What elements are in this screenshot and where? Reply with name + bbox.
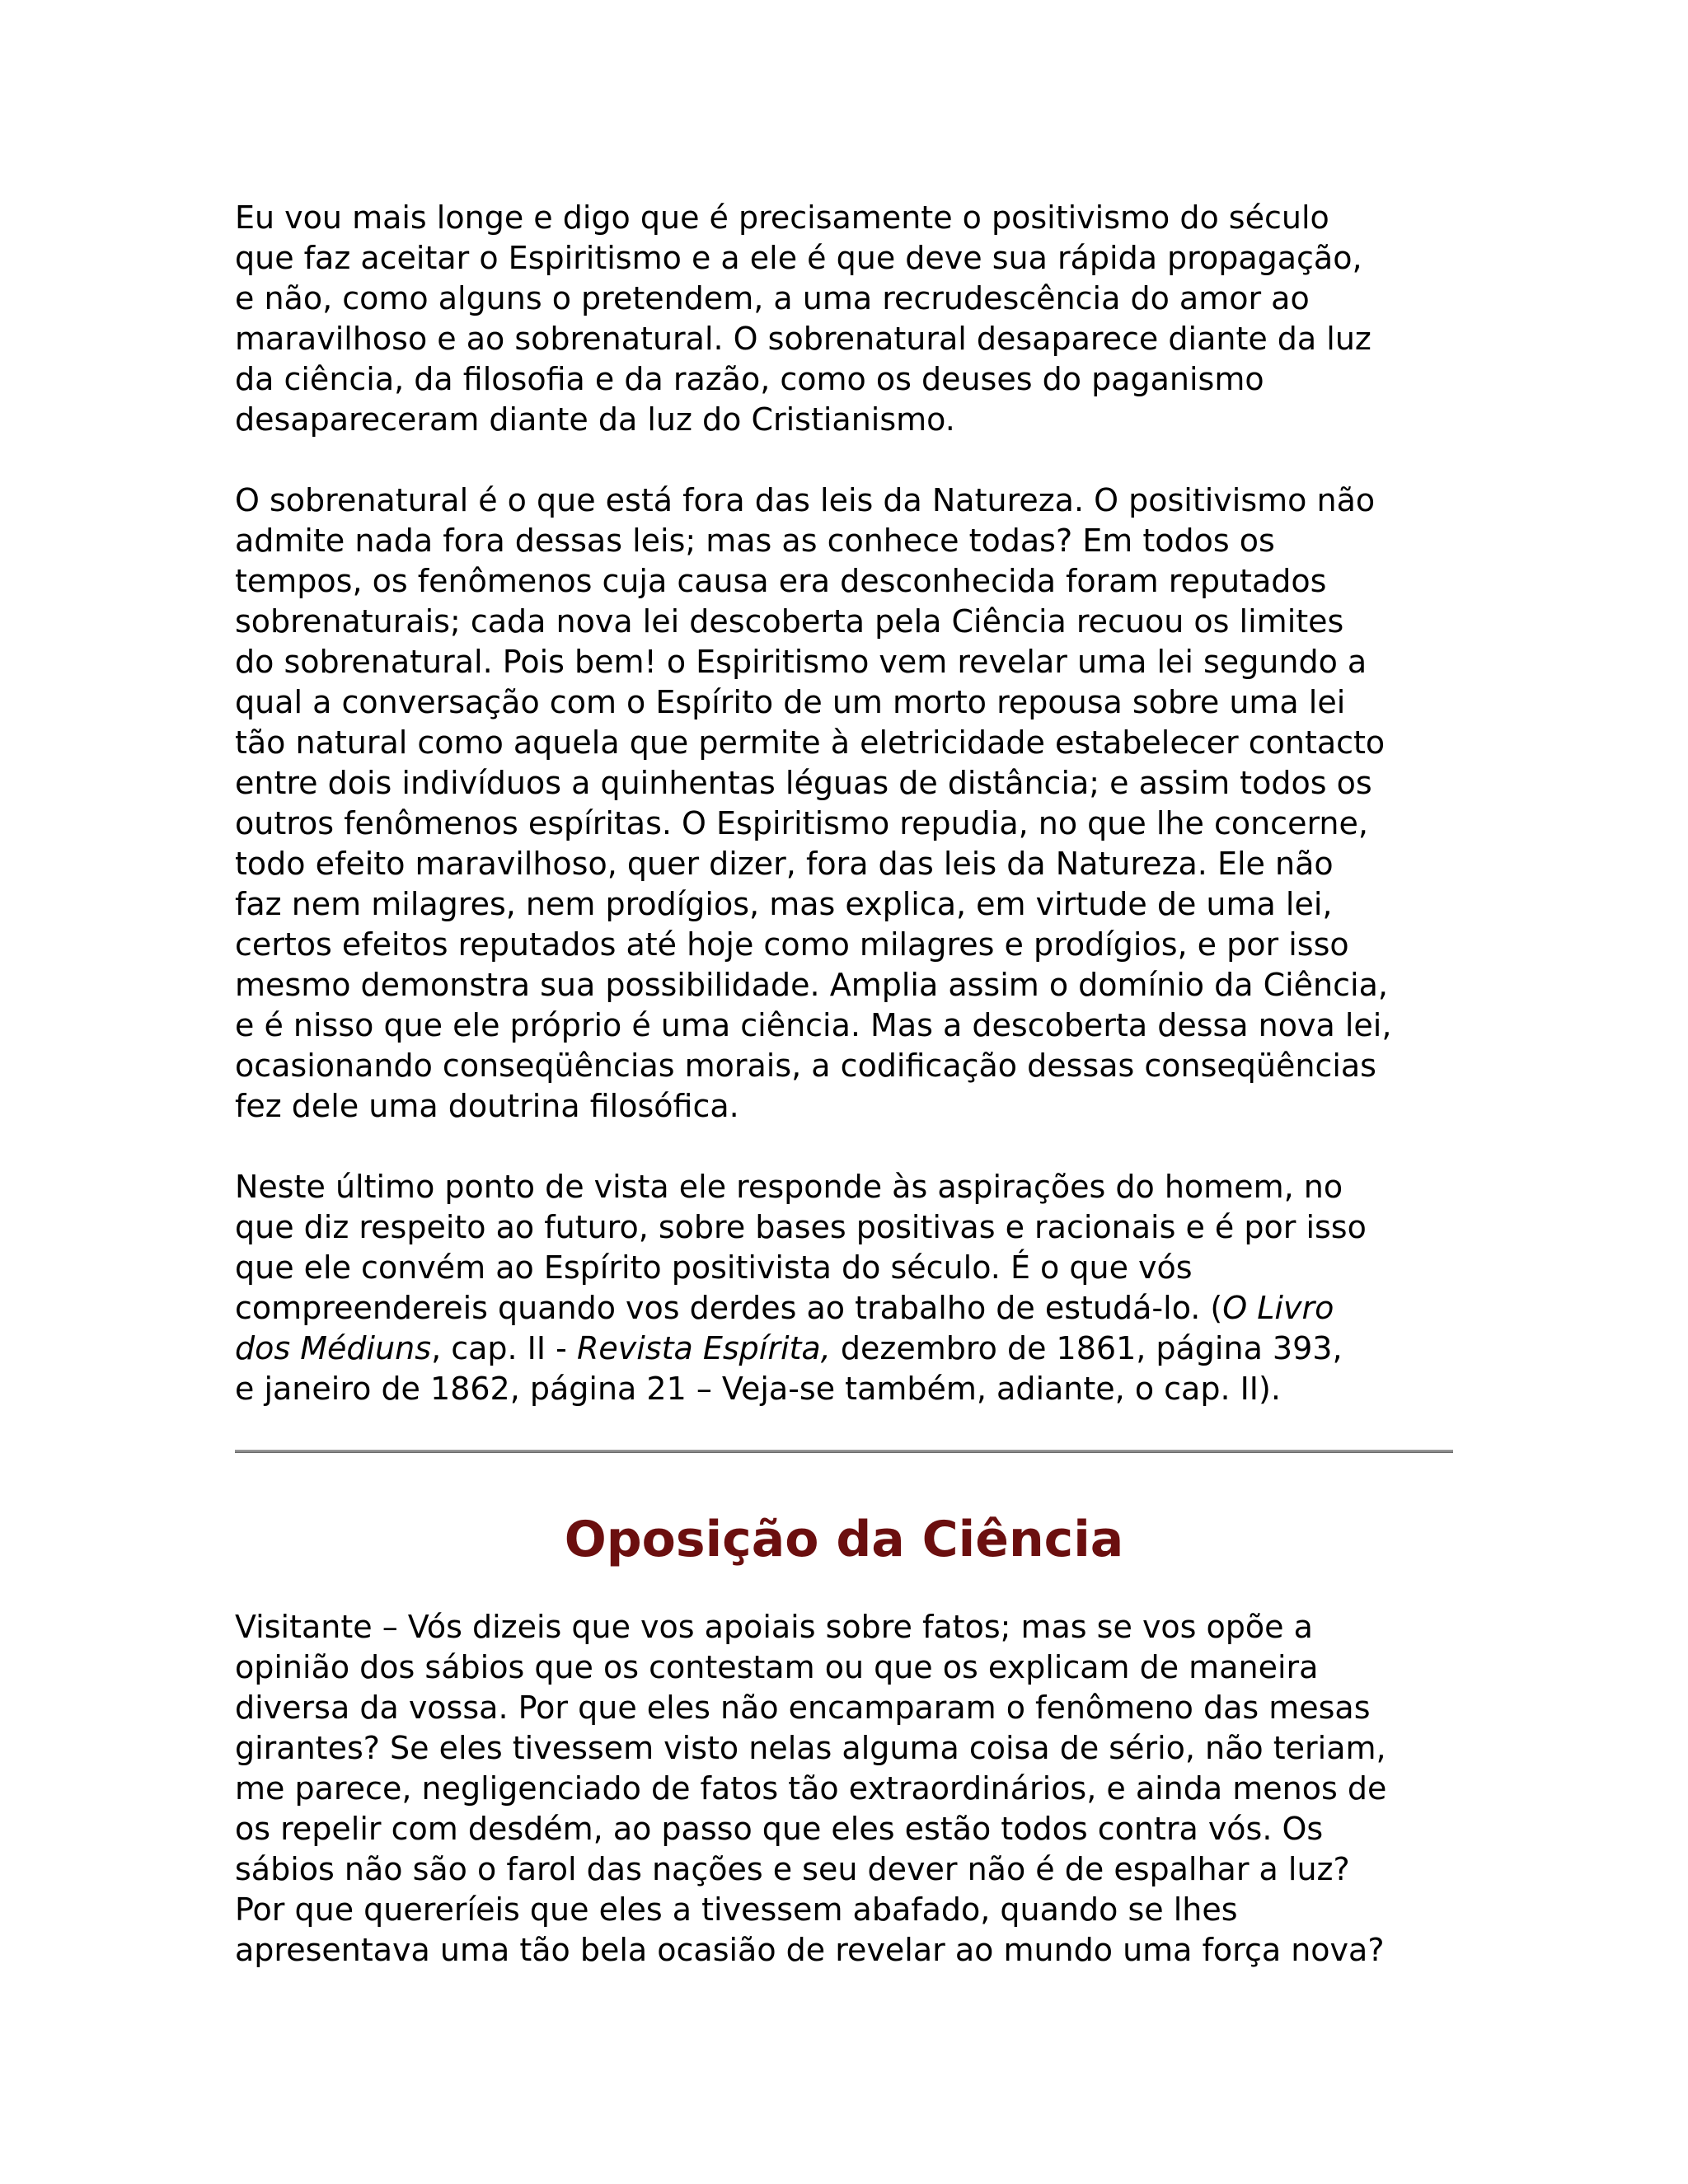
text-run: faz nem milagres, nem prodígios, mas explica, em virtude de uma lei, [235,886,1333,922]
text-run: sobrenaturais; cada nova lei descoberta pela Ciência recuou os limites [235,603,1344,640]
text-line [235,682,1471,723]
text-line [235,1688,1471,1728]
text-run: Neste último ponto de vista ele responde às aspirações do homem, no [235,1169,1343,1205]
text-line [235,1809,1471,1849]
paragraph [235,1607,1471,1971]
text-run: que ele convém ao Espírito positivista do século. É o que vós [235,1249,1193,1286]
text-line [235,602,1471,642]
text-run: tão natural como aquela que permite à eletricidade estabelecer contacto [235,724,1386,761]
text-line [235,1005,1471,1046]
text-run: , cap. II - [431,1330,577,1366]
text-run: e janeiro de 1862, página 21 – Veja-se também, adiante, o cap. II). [235,1371,1281,1407]
text-run: do sobrenatural. Pois bem! o Espiritismo vem revelar uma lei segundo a [235,644,1367,680]
text-run: sábios não são o farol das nações e seu dever não é de espalhar a luz? [235,1851,1350,1887]
text-line [235,1086,1471,1127]
text-line [235,480,1471,521]
text-run: outros fenômenos espíritas. O Espiritismo repudia, no que lhe concerne, [235,805,1368,841]
text-line [235,965,1471,1005]
text-line [235,844,1471,884]
text-run: Eu vou mais longe e digo que é precisamente o positivismo do século [235,199,1329,236]
text-line [235,1728,1471,1769]
italic-text: Revista Espírita, [576,1330,831,1366]
text-run: Visitante – Vós dizeis que vos apoiais sobre fatos; mas se vos opõe a [235,1609,1313,1645]
text-line [235,804,1471,844]
text-line [235,925,1471,965]
text-line [235,1288,1471,1329]
text-line [235,1369,1471,1409]
text-run: da ciência, da filosofia e da razão, como os deuses do paganismo [235,361,1264,397]
text-line [235,1167,1471,1207]
text-line [235,884,1471,925]
text-line [235,359,1471,400]
text-line [235,1849,1471,1890]
text-run: e é nisso que ele próprio é uma ciência. Mas a descoberta dessa nova lei, [235,1007,1392,1043]
text-line [235,1607,1471,1647]
text-run: compreendereis quando vos derdes ao trabalho de estudá-lo. ( [235,1290,1223,1326]
text-line [235,1046,1471,1086]
paragraph [235,480,1471,1127]
text-line [235,642,1471,682]
text-run: ocasionando conseqüências morais, a codificação dessas conseqüências [235,1047,1376,1084]
text-line [235,1890,1471,1930]
text-line [235,400,1471,440]
document-body [235,198,1471,1409]
text-line [235,1930,1471,1971]
text-line [235,1769,1471,1809]
horizontal-divider [235,1450,1453,1453]
text-run: mesmo demonstra sua possibilidade. Amplia assim o domínio da Ciência, [235,967,1388,1003]
text-line [235,1248,1471,1288]
text-run: me parece, negligenciado de fatos tão extraordinários, e ainda menos de [235,1770,1387,1807]
text-line [235,1207,1471,1248]
text-line [235,198,1471,238]
text-line [235,1647,1471,1688]
paragraph [235,1167,1471,1409]
text-run: os repelir com desdém, ao passo que eles estão todos contra vós. Os [235,1811,1324,1847]
text-run: certos efeitos reputados até hoje como milagres e prodígios, e por isso [235,926,1349,963]
text-run: e não, como alguns o pretendem, a uma recrudescência do amor ao [235,280,1310,316]
text-run: maravilhoso e ao sobrenatural. O sobrenatural desaparece diante da luz [235,321,1372,357]
text-run: que faz aceitar o Espiritismo e a ele é que deve sua rápida propagação, [235,240,1362,276]
text-run: apresentava uma tão bela ocasião de revelar ao mundo uma força nova? [235,1932,1385,1968]
text-run: admite nada fora dessas leis; mas as conhece todas? Em todos os [235,523,1275,559]
text-run: que diz respeito ao futuro, sobre bases positivas e racionais e é por isso [235,1209,1367,1245]
text-run: qual a conversação com o Espírito de um morto repousa sobre uma lei [235,684,1346,720]
text-line [235,763,1471,804]
text-run: opinião dos sábios que os contestam ou que os explicam de maneira [235,1649,1319,1685]
italic-text: dos Médiuns [235,1330,432,1366]
text-run: O sobrenatural é o que está fora das leis da Natureza. O positivismo não [235,482,1376,518]
text-run: tempos, os fenômenos cuja causa era desconhecida foram reputados [235,563,1327,599]
text-run: fez dele uma doutrina filosófica. [235,1088,739,1124]
section-body [235,1607,1471,1971]
text-line [235,1329,1471,1369]
text-line [235,723,1471,763]
text-run: desapareceram diante da luz do Cristianismo. [235,401,955,438]
paragraph [235,198,1471,440]
italic-text: O Livro [1222,1290,1334,1326]
text-run: todo efeito maravilhoso, quer dizer, fora das leis da Natureza. Ele não [235,846,1334,882]
text-run: girantes? Se eles tivessem visto nelas alguma coisa de sério, não teriam, [235,1730,1386,1766]
text-line [235,521,1471,561]
text-line [235,238,1471,279]
text-line [235,561,1471,602]
section-heading: Oposição da Ciência [564,1511,1124,1568]
text-run: Por que quereríeis que eles a tivessem abafado, quando se lhes [235,1891,1238,1928]
text-run: dezembro de 1861, página 393, [830,1330,1343,1366]
text-run: entre dois indivíduos a quinhentas léguas de distância; e assim todos os [235,765,1372,801]
text-run: diversa da vossa. Por que eles não encamparam o fenômeno das mesas [235,1690,1371,1726]
text-line [235,279,1471,319]
text-line [235,319,1471,359]
